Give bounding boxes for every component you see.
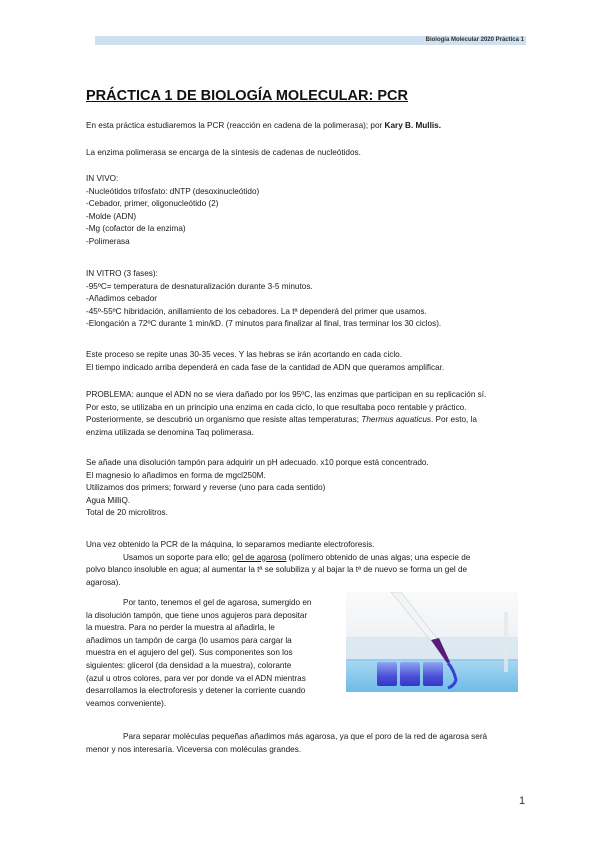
text-line: Total de 20 microlitros. [86,508,168,518]
text-span: Usamos un soporte para ello; [123,552,233,562]
reagents-paragraph [86,457,532,520]
text-line: agarosa). [86,577,121,587]
list-item: -Cebador, primer, oligonucleótido (2) [86,199,219,209]
text-line: polvo blanco insoluble en agua; al aumentar la tª se solubiliza y al bajar la tª de nuevo se forma un gel de [86,565,468,575]
text-line: siguientes: glicerol (da densidad a la muestra), colorante [86,660,292,670]
agarose-note-paragraph [86,731,532,756]
in-vitro-heading: IN VITRO (3 fases): [86,269,158,278]
list-item: -Nucleótidos trifosfato: dNTP (desoxinucleótido) [86,186,260,196]
text-line: Utilizamos dos primers; forward y reverse (uno para cada sentido) [86,483,326,493]
text-line: la disolución tampón, que tiene unos agujeros para depositar [86,610,308,620]
text-line: Por esto, se utilizaba en un principio una enzima en cada ciclo, lo que resultaba poco rentable y práctico. [86,402,467,412]
text-line: El tiempo indicado arriba dependerá en cada fase de la cantidad de ADN que queramos amplificar. [86,362,445,372]
enzyme-text: La enzima polimerasa se encarga de la síntesis de cadenas de nucleótidos. [86,148,361,157]
text-line: la muestra. Para no perder la muestra al añadirla, le [86,623,275,633]
cycles-paragraph [86,349,532,374]
agarose-gel-term: gel de agarosa [232,552,287,562]
text-line: enzima utilizada se denomina Taq polimerasa. [86,427,254,437]
text-line: desarrollamos la electroforesis y detener la corriente cuando [86,686,306,696]
running-header-bar [95,36,526,45]
text-span: Posteriormente, se descubrió un organismo que resiste altas temperaturas; [86,415,362,425]
text-line: Una vez obtenido la PCR de la máquina, lo separamos mediante electroforesis. [86,540,375,549]
list-item: -95ºC= temperatura de desnaturalización durante 3-5 minutos. [86,281,313,291]
in-vivo-heading: IN VIVO: [86,174,119,183]
intro-text: En esta práctica estudiaremos la PCR (reacción en cadena de la polimerasa); por [86,121,385,130]
text-line: Por tanto, tenemos el gel de agarosa, sumergido en [123,598,312,607]
intro-paragraph [86,120,532,133]
list-item: -Elongación a 72ºC durante 1 min/kD. (7 minutos para finalizar al final, tras terminar los 30 ciclos). [86,319,442,329]
list-item: -Polimerasa [86,236,130,246]
enzyme-paragraph [86,147,532,160]
species-name: Thermus aquaticus [361,415,431,425]
in-vitro-section [86,268,532,331]
gel-paragraph [86,597,341,710]
text-line: muestra en el agujero del gel). Sus componentes son los [86,648,293,658]
list-item: -45º-55ºC hibridación, anillamiento de los cebadores. La tª dependerá del primer que usamos. [86,306,427,316]
page-number: 1 [519,795,526,807]
text-line: veamos conveniente). [86,698,167,708]
text-line: PROBLEMA: aunque el ADN no se viera dañado por los 95ºC, las enzimas que participan en su replicación sí. [86,390,487,399]
text-line: menor y nos interesaría. Viceversa con moléculas grandes. [86,744,302,754]
text-line: Se añade una disolución tampón para adquirir un pH adecuado. x10 porque está concentrado. [86,458,429,467]
text-line: El magnesio lo añadimos en forma de mgcl250M. [86,470,266,480]
page-title: PRÁCTICA 1 DE BIOLOGÍA MOLECULAR: PCR [86,88,408,104]
author-name: Kary B. Mullis. [384,121,441,130]
text-line: Para separar moléculas pequeñas añadimos más agarosa, ya que el poro de la red de agarosa será [123,732,488,741]
running-header-title: Biología Molecular 2020 Práctica 1 [425,37,524,43]
text-line: Este proceso se repite unas 30-35 veces. Y las hebras se irán acortando en cada ciclo. [86,350,403,359]
text-line: añadimos un tampón de carga (lo usamos para cargar la [86,635,292,645]
in-vivo-section [86,173,532,249]
text-span: . Por esto, la [430,415,477,425]
text-line: (azul u otros colores, para ver por donde va el ADN mientras [86,673,306,683]
list-item: -Mg (cofactor de la enzima) [86,224,186,234]
list-item: -Molde (ADN) [86,211,137,221]
gel-loading-illustration [346,592,518,692]
text-line: Agua MilliQ. [86,495,131,505]
electrophoresis-paragraph [86,539,532,589]
text-span: (polímero obtenido de unas algas; una especie de [286,552,471,562]
list-item: -Añadimos cebador [86,294,157,304]
gel-electrophoresis-photo [346,592,518,692]
problem-paragraph [86,389,532,439]
